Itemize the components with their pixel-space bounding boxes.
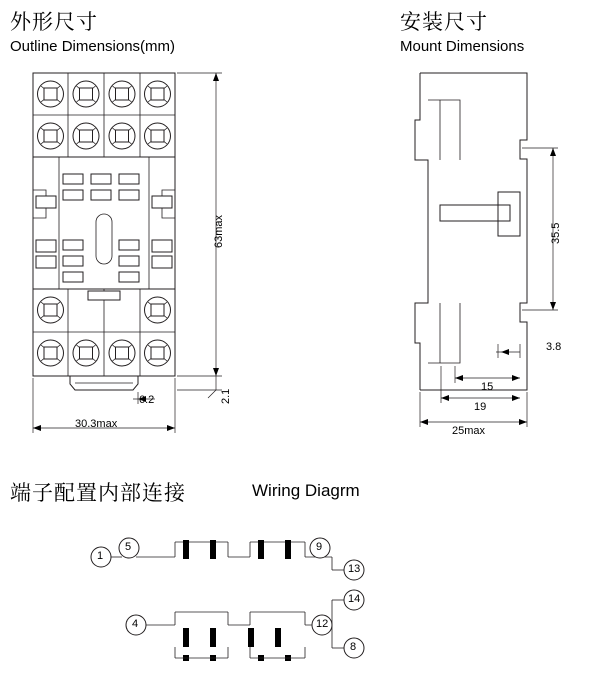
- mount-drawing: [415, 73, 558, 427]
- screw-row3-1: [38, 297, 64, 323]
- screw-row3-4: [145, 297, 171, 323]
- screw-row4-1: [38, 340, 64, 366]
- dim-mount-pitch-15: 15: [481, 381, 494, 393]
- dim-mount-center-height: 35.5: [550, 222, 562, 244]
- wiring-title-en: Wiring Diagrm: [252, 481, 360, 500]
- screw-top-2: [73, 81, 99, 107]
- screw-row4-4: [145, 340, 171, 366]
- dim-mount-hole-dia: 3.8: [546, 341, 562, 353]
- terminal-label-1: 1: [97, 550, 104, 562]
- screw-top-4: [145, 81, 171, 107]
- terminal-label-9: 9: [316, 541, 323, 553]
- dim-mount-overall-width: 25max: [452, 425, 486, 437]
- terminal-label-5: 5: [125, 541, 132, 553]
- dim-outline-foot-width: 6.2: [139, 394, 155, 406]
- outline-title-cn: 外形尺寸: [10, 10, 98, 34]
- mount-title-cn: 安装尺寸: [400, 10, 488, 34]
- terminal-label-8: 8: [350, 641, 357, 653]
- terminal-label-14: 14: [348, 593, 361, 605]
- screw-top-1: [38, 81, 64, 107]
- screw-row4-3: [109, 340, 135, 366]
- screw-row2-2: [73, 123, 99, 149]
- dim-mount-pitch-19: 19: [474, 401, 487, 413]
- screw-top-3: [109, 81, 135, 107]
- screw-row2-3: [109, 123, 135, 149]
- dim-outline-height: 63max: [213, 214, 225, 248]
- wiring-drawing: [91, 538, 364, 661]
- terminal-label-4: 4: [132, 618, 139, 630]
- dim-outline-foot-height: 2.1: [220, 388, 232, 404]
- screw-row4-2: [73, 340, 99, 366]
- screw-row2-4: [145, 123, 171, 149]
- dim-outline-width: 30.3max: [75, 418, 118, 430]
- outline-title-en: Outline Dimensions(mm): [10, 38, 176, 55]
- terminal-label-13: 13: [348, 563, 361, 575]
- terminal-label-12: 12: [316, 618, 329, 630]
- screw-row2-1: [38, 123, 64, 149]
- wiring-title-cn: 端子配置内部连接: [10, 481, 186, 505]
- mount-title-en: Mount Dimensions: [400, 38, 525, 55]
